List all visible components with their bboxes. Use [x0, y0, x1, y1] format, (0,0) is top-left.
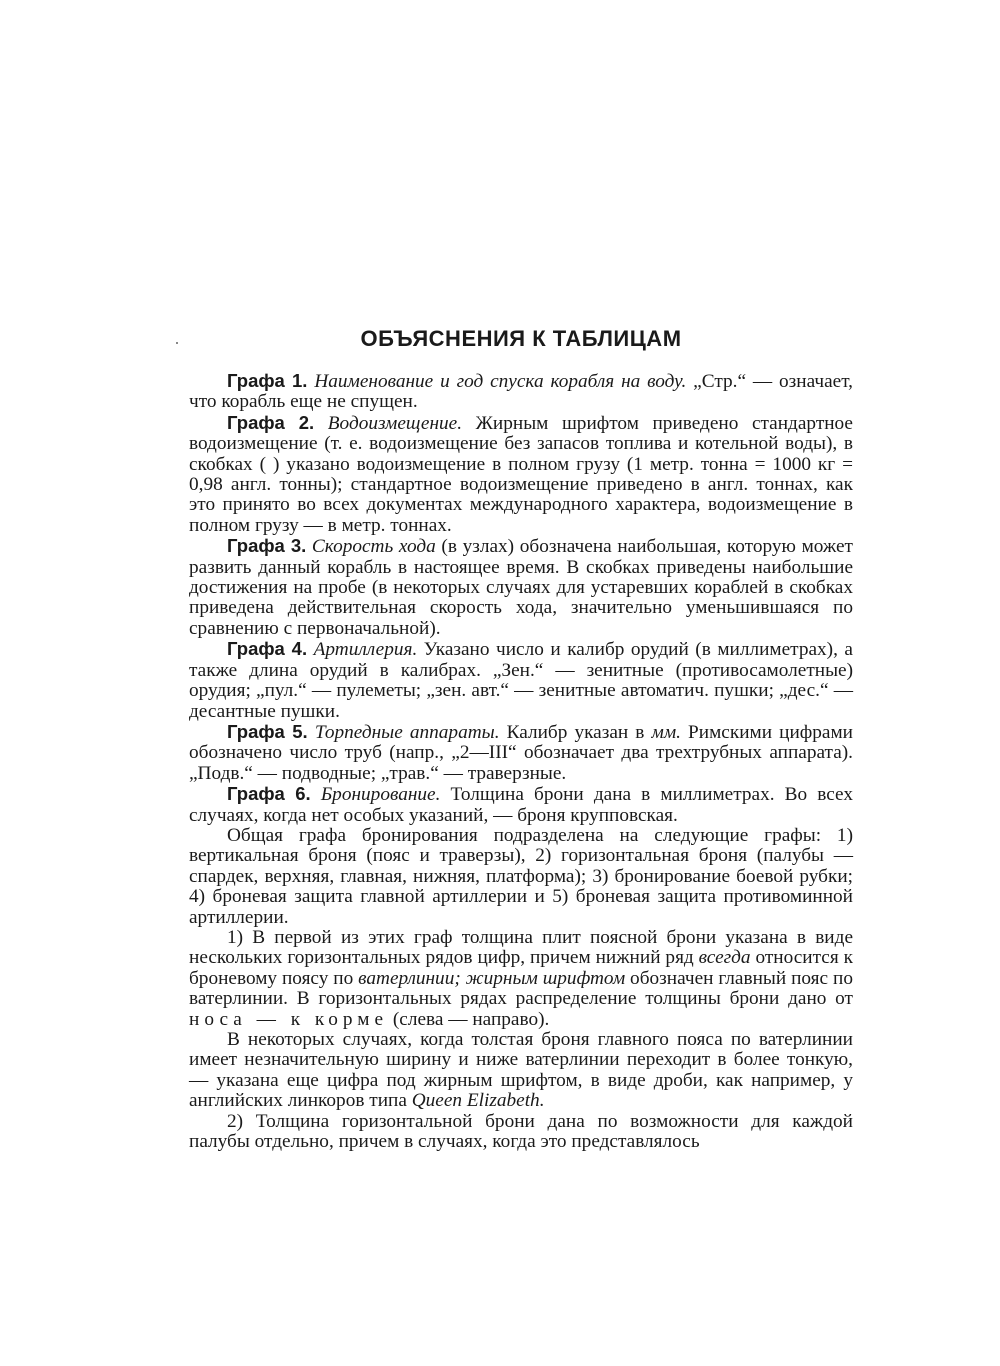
column-heading: Графа 5.	[227, 720, 308, 742]
unit-text: мм.	[651, 721, 681, 743]
column-topic: Артиллерия.	[313, 639, 418, 661]
column-topic: Бронирование.	[320, 784, 441, 806]
paragraph-deck-armor: 2) Толщина горизонтальной брони дана по возможности для каждой палубы отдельно, причем в случаях, когда это представлялось	[189, 1110, 853, 1153]
paragraph-text: Римскими цифрами обозначено число труб (напр., „2—III“ обозначает два трехтрубных аппарата). „Подв.“ — подводные; „трав.“ — траверзные.	[189, 721, 854, 784]
paragraph-column-2	[189, 413, 853, 536]
page-body	[189, 325, 853, 1152]
paragraph-waterline-note	[189, 1030, 853, 1112]
ship-class-name: Queen Elizabeth.	[411, 1090, 545, 1112]
column-topic: Торпедные аппараты.	[314, 721, 500, 743]
paragraph-column-4	[189, 639, 853, 722]
column-topic: Скорость хода	[311, 536, 436, 558]
column-heading: Графа 6.	[227, 783, 311, 805]
paragraph-column-6	[189, 784, 853, 826]
emphasis-text: всегда	[698, 947, 751, 969]
paragraph-text: относится к броневому поясу по	[189, 947, 853, 989]
column-topic: Наименование и год спуска корабля на воду.	[314, 371, 687, 392]
column-heading: Графа 1.	[227, 370, 308, 391]
paragraph-text: Калибр указан в	[499, 721, 652, 743]
column-heading: Графа 2.	[227, 411, 315, 433]
emphasis-text: ватерлинии; жирным шрифтом	[358, 967, 626, 989]
page-title: ОБЪЯСНЕНИЯ К ТАБЛИЦАМ	[360, 326, 682, 351]
paragraph-text: Толщина брони дана в миллиметрах. Во всех случаях, когда нет особых указаний, — броня крупповская.	[189, 784, 853, 826]
paragraph-text: (слева — направо).	[388, 1008, 550, 1030]
paragraph-belt-armor	[189, 928, 853, 1030]
paragraph-text: Указано число и калибр орудий (в миллиметрах), а также длина орудий в калибрах. „Зен.“ — зенитные (противосамолетные) орудия; „пул.“ — пулеметы; „зен. авт.“ — зенитные автоматич. пушки; „дес.“ — десантные пушки.	[189, 639, 853, 722]
paragraph-text: (в узлах) обозначена наибольшая, которую может развить данный корабль в настоящее время. В скобках приведены наибольшие достижения на пробе (в некоторых случаях для устаревших кораблей в скобках приведена действительная скорость хода, значительно уменьшившаяся по сравнению с первоначальной).	[189, 536, 853, 639]
scan-speck	[176, 342, 178, 344]
paragraph-text: „Стр.“ — означает, что корабль еще не спущен.	[189, 371, 853, 413]
spaced-text: носа — к корме	[189, 1008, 389, 1030]
column-topic: Водоизмещение.	[327, 412, 463, 434]
paragraph-text: 1) В первой из этих граф толщина плит поясной брони указана в виде нескольких горизонтальных рядов цифр, причем нижний ряд	[189, 926, 853, 969]
paragraph-armor-overview: Общая графа бронирования подразделена на следующие графы: 1) вертикальная броня (пояс и траверзы), 2) горизонтальная броня (палубы — спардек, верхняя, главная, нижняя, платформа); 3) бронирование боевой рубки; 4) броневая защита главной артиллерии и 5) броневая защита противоминной артиллерии.	[189, 824, 853, 928]
paragraph-text: обозначен главный пояс по ватерлинии. В горизонтальных рядах распределение толщины брони дано от	[189, 967, 853, 1010]
paragraph-text: Жирным шрифтом приведено стандартное водоизмещение (т. е. водоизмещение без запасов топлива и котельной воды), в скобках ( ) указано водоизмещение в полном грузу (1 метр. тонна = 1000 кг = 0,98 англ. тонны); стандартное водоизмещение приведено в англ. тоннах, как это принято во всех документах международного характера, водоизмещение в полном грузу — в метр. тоннах.	[189, 412, 853, 536]
paragraph-column-5	[189, 722, 853, 784]
paragraph-column-1	[189, 371, 853, 413]
column-heading: Графа 3.	[227, 535, 307, 557]
column-heading: Графа 4.	[227, 638, 308, 660]
paragraph-column-3	[189, 536, 853, 639]
paragraph-text: В некоторых случаях, когда толстая броня главного пояса по ватерлинии имеет незначительную ширину и ниже ватерлинии переходит в более тонкую, — указана еще цифра под жирным шрифтом, в виде дроби, как например, у английских линкоров типа	[189, 1029, 853, 1112]
